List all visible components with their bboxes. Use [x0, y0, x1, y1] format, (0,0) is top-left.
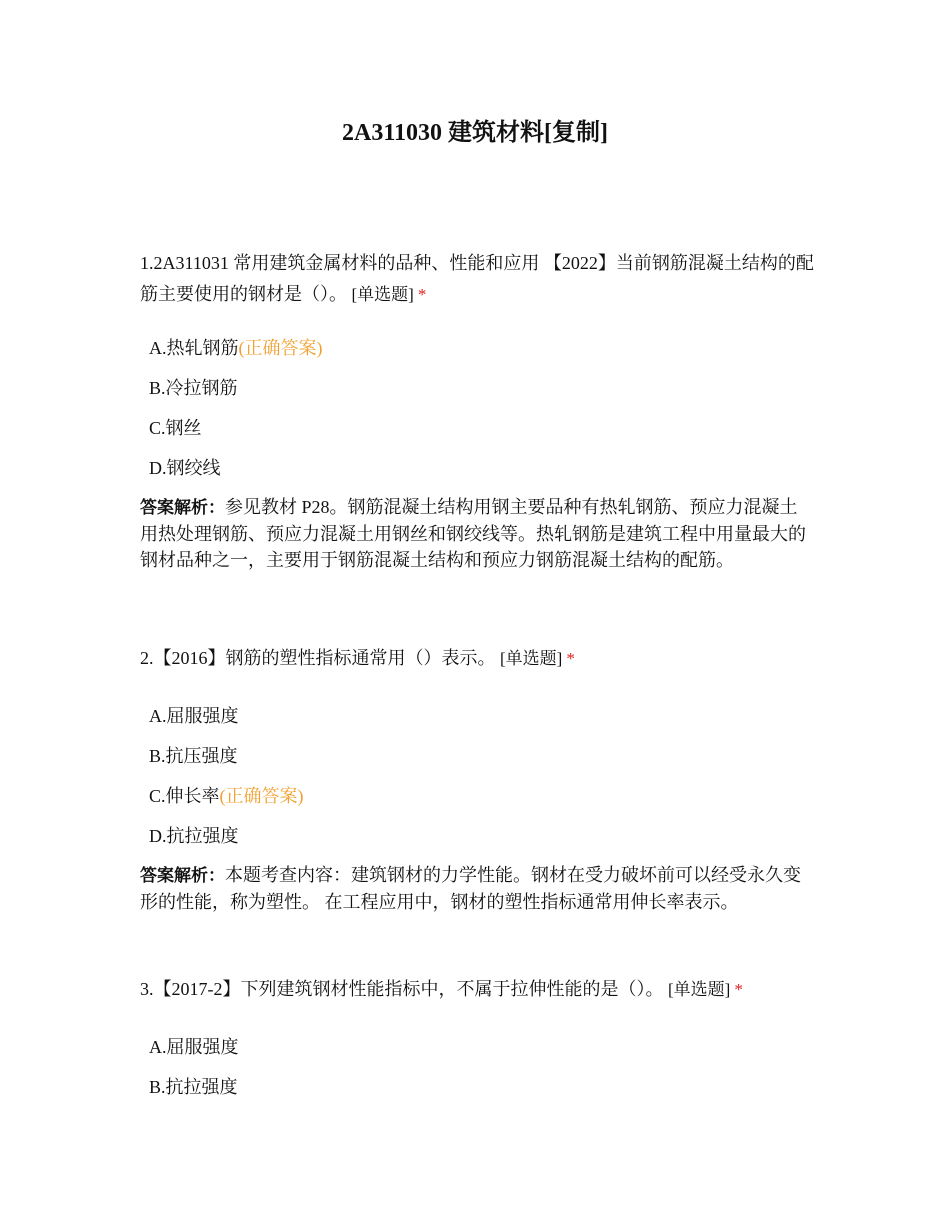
- answer-analysis: [140, 494, 815, 573]
- analysis-label: 答案解析：: [140, 866, 225, 886]
- option-label: A.屈服强度: [149, 1037, 239, 1057]
- question-type: [单选题]: [500, 649, 563, 668]
- question-text: [140, 643, 815, 674]
- option-label: C.伸长率: [149, 786, 220, 806]
- question-1: [140, 248, 815, 573]
- answer-analysis: [140, 862, 815, 915]
- option-list: [140, 696, 815, 856]
- option-list: [140, 328, 815, 488]
- question-3: [140, 974, 815, 1107]
- option-a[interactable]: [140, 328, 815, 368]
- option-d[interactable]: [140, 816, 815, 856]
- option-a[interactable]: [140, 1027, 815, 1067]
- correct-answer-tag: (正确答案): [238, 338, 323, 358]
- question-stem: 2.【2016】钢筋的塑性指标通常用（）表示。: [140, 648, 496, 668]
- option-label: B.冷拉钢筋: [149, 378, 238, 398]
- option-b[interactable]: [140, 1067, 815, 1107]
- option-label: B.抗拉强度: [149, 1077, 238, 1097]
- option-a[interactable]: [140, 696, 815, 736]
- option-b[interactable]: [140, 368, 815, 408]
- question-type: [单选题]: [668, 980, 731, 999]
- option-label: A.热轧钢筋: [149, 338, 239, 358]
- option-c[interactable]: [140, 776, 815, 816]
- option-label: D.钢绞线: [149, 458, 221, 478]
- option-d[interactable]: [140, 448, 815, 488]
- correct-answer-tag: (正确答案): [219, 786, 304, 806]
- question-text: [140, 974, 815, 1005]
- option-c[interactable]: [140, 408, 815, 448]
- required-mark: *: [566, 649, 575, 668]
- question-text: [140, 248, 815, 310]
- question-type: [单选题]: [351, 285, 414, 304]
- question-stem: 1.2A311031 常用建筑金属材料的品种、性能和应用 【2022】当前钢筋混凝土结构的配筋主要使用的钢材是（）。: [140, 253, 814, 304]
- analysis-text: 参见教材 P28。钢筋混凝土结构用钢主要品种有热轧钢筋、预应力混凝土用热处理钢筋、预应力混凝土用钢丝和钢绞线等。热轧钢筋是建筑工程中用量最大的钢材品种之一，主要用于钢筋混凝土结构和预应力钢筋混凝土结构的配筋。: [140, 497, 806, 570]
- option-label: A.屈服强度: [149, 706, 239, 726]
- analysis-label: 答案解析：: [140, 498, 225, 518]
- option-label: C.钢丝: [149, 418, 202, 438]
- question-stem: 3.【2017-2】下列建筑钢材性能指标中，不属于拉伸性能的是（）。: [140, 979, 664, 999]
- option-label: D.抗拉强度: [149, 826, 239, 846]
- analysis-text: 本题考查内容：建筑钢材的力学性能。钢材在受力破坏前可以经受永久变形的性能，称为塑性。 在工程应用中，钢材的塑性指标通常用伸长率表示。: [140, 865, 801, 912]
- option-label: B.抗压强度: [149, 746, 238, 766]
- option-list: [140, 1027, 815, 1107]
- option-b[interactable]: [140, 736, 815, 776]
- page-title: 2A311030 建筑材料[复制]: [342, 120, 608, 146]
- required-mark: *: [734, 980, 743, 999]
- required-mark: *: [417, 285, 427, 304]
- question-2: [140, 643, 815, 915]
